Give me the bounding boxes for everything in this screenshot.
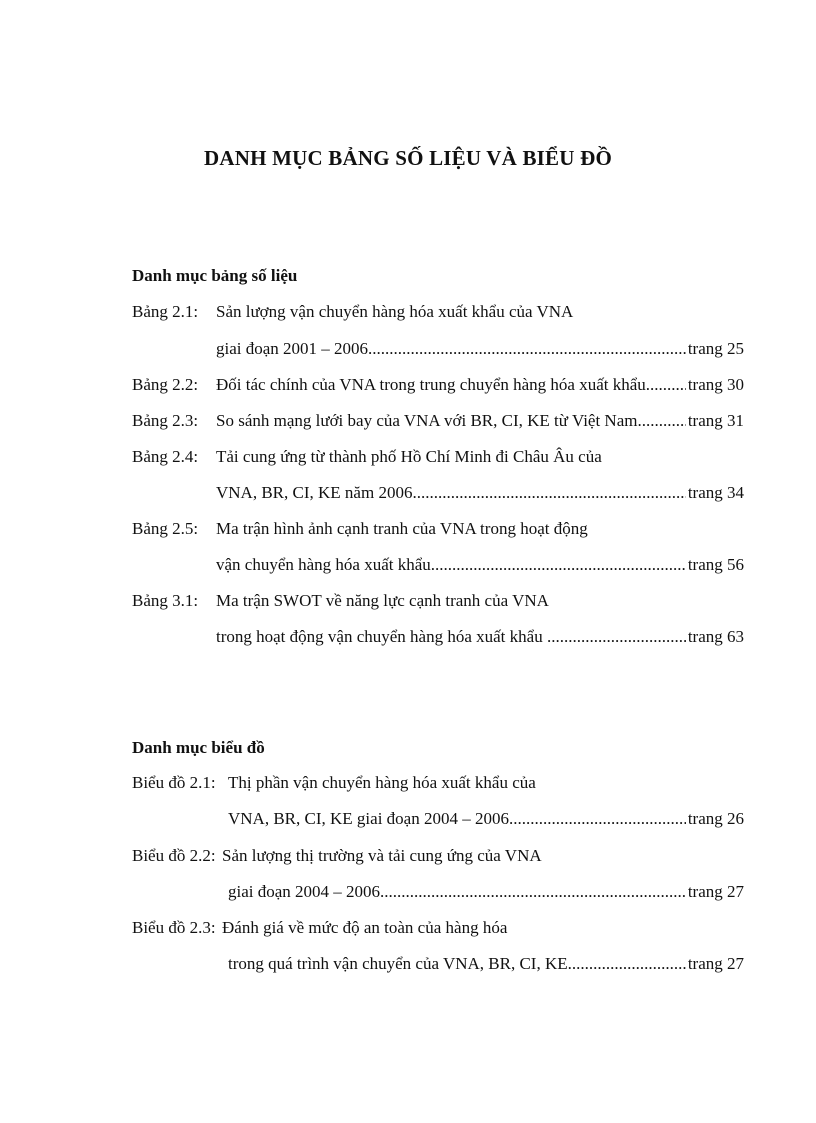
chart-entry-2-1 [132, 771, 744, 795]
entry-title-cont: trong quá trình vận chuyển của VNA, BR, CI, KE [228, 954, 568, 973]
entry-title: Tải cung ứng từ thành phố Hồ Chí Minh đi Châu Âu của [216, 447, 602, 466]
entry-label: Biểu đồ 2.2: [132, 846, 216, 865]
page-title: DANH MỤC BẢNG SỐ LIỆU VÀ BIỂU ĐỒ [204, 146, 612, 170]
entry-title: Đánh giá về mức độ an toàn của hàng hóa [222, 918, 508, 937]
entry-title-cont: vận chuyển hàng hóa xuất khẩu [216, 555, 431, 574]
entry-title: Sản lượng vận chuyển hàng hóa xuất khẩu của VNA [216, 302, 574, 321]
entry-label: Bảng 2.4: [132, 447, 199, 466]
entry-page: trang 56 [687, 555, 744, 574]
table-entry-2-5-continuation [216, 553, 744, 577]
dot-leader [646, 373, 686, 397]
entry-title-cont: VNA, BR, CI, KE năm 2006 [216, 483, 413, 502]
table-entry-2-5 [132, 517, 744, 541]
entry-page: trang 26 [687, 809, 744, 828]
entry-label: Biểu đồ 2.1: [132, 773, 216, 792]
entry-label: Bảng 2.1: [132, 302, 199, 321]
entry-label: Bảng 2.5: [132, 519, 199, 538]
entry-label: Bảng 2.3: [132, 411, 199, 430]
dot-leader [637, 409, 685, 433]
entry-page: trang 25 [687, 339, 744, 358]
dot-leader [380, 880, 686, 904]
dot-leader [372, 337, 686, 361]
chart-entry-2-3-continuation [228, 952, 744, 976]
table-entry-2-4 [132, 445, 744, 469]
entry-title-cont: giai đoạn 2004 – 2006 [228, 882, 381, 901]
entry-page: trang 27 [687, 954, 744, 973]
chart-entry-2-3 [132, 916, 744, 940]
entry-page: trang 31 [687, 411, 744, 430]
table-entry-3-1 [132, 589, 744, 613]
entry-title: Đối tác chính của VNA trong trung chuyển hàng hóa xuất khẩu [216, 375, 646, 394]
entry-title-cont: VNA, BR, CI, KE giai đoạn 2004 – 2006 [228, 809, 509, 828]
table-entry-3-1-continuation [216, 625, 744, 649]
entry-title: Ma trận hình ảnh cạnh tranh của VNA trong hoạt động [216, 519, 588, 538]
dot-leader [431, 553, 686, 577]
entry-title: Thị phần vận chuyển hàng hóa xuất khẩu của [228, 773, 536, 792]
entry-title: Sản lượng thị trường và tải cung ứng của VNA [222, 846, 542, 865]
table-entry-2-4-continuation [216, 481, 744, 505]
chart-entry-2-2-continuation [228, 880, 744, 904]
dot-leader [412, 481, 685, 505]
entry-label: Biểu đồ 2.3: [132, 918, 216, 937]
dot-leader [547, 625, 686, 649]
entry-title: Ma trận SWOT về năng lực cạnh tranh của VNA [216, 591, 549, 610]
entry-title: So sánh mạng lưới bay của VNA với BR, CI, KE từ Việt Nam [216, 411, 638, 430]
entry-label: Bảng 2.2: [132, 375, 199, 394]
chart-entry-2-2 [132, 844, 744, 868]
entry-title-cont: giai đoạn 2001 – 2006. [216, 339, 373, 358]
tables-section-heading: Danh mục bảng số liệu [132, 266, 298, 285]
table-entry-2-1 [132, 300, 744, 324]
entry-page: trang 34 [687, 483, 744, 502]
dot-leader [568, 952, 686, 976]
entry-page: trang 30 [687, 375, 744, 394]
entry-label: Bảng 3.1: [132, 591, 199, 610]
table-entry-2-2 [132, 373, 744, 397]
table-entry-2-3 [132, 409, 744, 433]
table-entry-2-1-continuation [216, 337, 744, 361]
entry-title-cont: trong hoạt động vận chuyển hàng hóa xuất khẩu [216, 627, 547, 646]
chart-entry-2-1-continuation [228, 807, 744, 831]
dot-leader [509, 807, 686, 831]
charts-section-heading: Danh mục biểu đồ [132, 738, 265, 757]
entry-page: trang 63 [687, 627, 744, 646]
entry-page: trang 27 [687, 882, 744, 901]
